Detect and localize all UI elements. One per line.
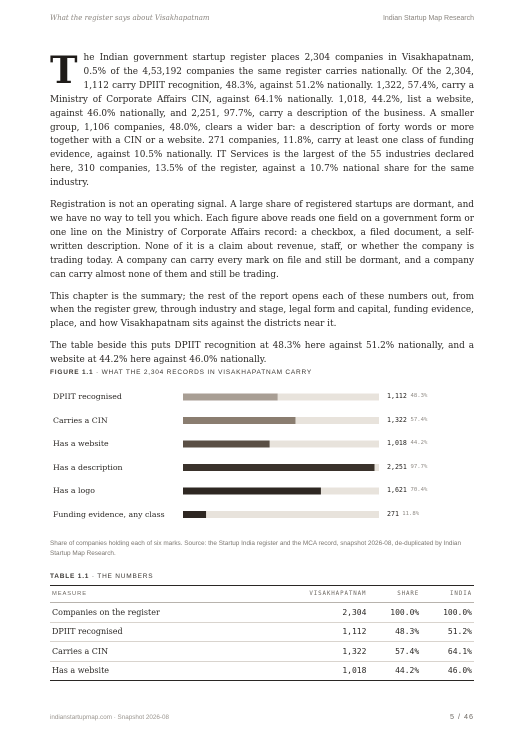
numbers-table (50, 585, 474, 681)
table-cell: 57.4% (368, 642, 421, 662)
table-cell: DPIIT recognised (50, 622, 270, 642)
bar-value-label: 1,322 (387, 415, 407, 424)
running-head-publication: Indian Startup Map Research (382, 15, 474, 22)
table-number: TABLE 1.1 (50, 573, 90, 580)
bar-value-label: 2,251 (387, 462, 407, 471)
table-cell: 1,322 (270, 642, 368, 662)
bar-value-label: 271 (387, 509, 399, 518)
paragraph-1-text: he Indian government startup register places 2,304 companies in Visakhapatnam, 0.5% of the 4,53,192 companies the same register carries nationally. Of the 2,304, 1,112 carry DPIIT recognition, 48.3%, against 51.2% nationally. 1,322, 57.4%, carry a Ministry of Corporate Affairs CIN, against 64.1% nationally. 1,018, 44.2%, list a website, against 46.0% nationally, and 2,251, 97.7%, carry a description of the business. A smaller group, 1,106 companies, 48.0%, clears a wider bar: a description of forty words or more together with a CIN or a website. 271 companies, 11.8%, carry at least one class of funding evidence, against 10.5% nationally. IT Services is the largest of the 55 industries declared here, 310 companies, 13.5% of the register, against a 10.7% national share for the same industry. (50, 53, 474, 189)
table-row (50, 642, 474, 662)
paragraph-1 (50, 48, 474, 191)
body-text (50, 48, 474, 376)
bar-value-label: 1,018 (387, 439, 407, 447)
page-current: 5 (450, 712, 455, 721)
page-footer (50, 712, 474, 721)
bar-value-label: 1,112 (387, 392, 407, 400)
table-row (50, 661, 474, 681)
table-cell: 48.3% (368, 622, 421, 642)
figure-title: WHAT THE 2,304 RECORDS IN VISAKHAPATNAM CARRY (101, 369, 313, 376)
bar-share-label: 57.4% (410, 416, 428, 423)
table-row (50, 603, 474, 623)
bar (183, 441, 270, 448)
bar-label: DPIIT recognised (53, 392, 122, 401)
column-header-visakhapatnam: VISAKHAPATNAM (270, 586, 368, 603)
table-row (50, 622, 474, 642)
figure-note: Share of companies holding each of six marks. Source: the Startup India register and the MCA record, snapshot 2026-08, de-duplicated by Indian Startup Map Research. (50, 540, 462, 557)
table-cell: Carries a CIN (50, 642, 270, 662)
table-cell: 64.1% (421, 642, 474, 662)
table-cell: 51.2% (421, 622, 474, 642)
table-header-row (50, 586, 474, 603)
footer-source: indianstartupmap.com · Snapshot 2026-08 (50, 714, 170, 721)
table-caption-heading: TABLE 1.1 · THE NUMBERS (50, 573, 154, 580)
table-cell: 100.0% (368, 603, 421, 623)
bar-share-label: 11.8% (402, 510, 420, 517)
table-cell: 44.2% (368, 661, 421, 681)
bar-label: Has a description (53, 462, 123, 472)
bar-share-label: 48.3% (410, 393, 428, 399)
running-head-chapter: What the register says about Visakhapatnam (50, 14, 210, 22)
bar-track (183, 511, 379, 518)
bar (183, 464, 374, 471)
bar-label: Has a website (53, 439, 109, 448)
figure-number: FIGURE 1.1 (50, 369, 94, 376)
running-head (50, 14, 474, 22)
paragraph-2: Registration is not an operating signal. A large share of registered startups are dormant, and we have no way to tell you which. Each figure above reads one field on a government form or one line on the Ministry of Corporate Affairs record: a checkbox, a filed document, a self-written description. None of it is a claim about revenue, staff, or whether the company is trading today. A company can carry every mark on file and still be dormant, and a company can carry almost none of them and still be trading. (50, 200, 474, 280)
bar (183, 511, 206, 518)
table-cell: 46.0% (421, 661, 474, 681)
column-header-measure: MEASURE (50, 586, 270, 603)
page-total: 46 (464, 712, 474, 721)
table-cell: Companies on the register (50, 603, 270, 623)
table-cell: Has a website (50, 661, 270, 681)
drop-cap: T (50, 48, 78, 92)
paragraph-3: This chapter is the summary; the rest of the report opens each of these numbers out, from when the register grew, through industry and stage, legal form and capital, funding evidence, place, and how Visakhapatnam sits against the districts near it. (50, 291, 474, 330)
page-separator: / (458, 712, 461, 721)
table-cell: 1,112 (270, 622, 368, 642)
bar-share-label: 97.7% (410, 463, 428, 470)
table-cell: 2,304 (270, 603, 368, 623)
bar (183, 417, 295, 424)
marks-bar-chart (50, 384, 474, 534)
column-header-share: SHARE (368, 586, 421, 603)
table-title: THE NUMBERS (97, 573, 154, 580)
bar-share-label: 70.4% (410, 487, 428, 493)
bar-label: Has a logo (53, 486, 95, 495)
page-number (450, 712, 474, 721)
bar (183, 394, 278, 401)
column-header-india: INDIA (421, 586, 474, 603)
table-cell: 100.0% (421, 603, 474, 623)
table-cell: 1,018 (270, 661, 368, 681)
bar-label: Carries a CIN (53, 415, 108, 425)
paragraph-4: The table beside this puts DPIIT recognition at 48.3% here against 51.2% nationally, and a website at 44.2% here against 46.0% nationally. (50, 341, 474, 366)
bar (183, 488, 321, 495)
bar-value-label: 1,621 (387, 486, 407, 494)
figure-caption-heading: FIGURE 1.1 · WHAT THE 2,304 RECORDS IN VISAKHAPATNAM CARRY (50, 369, 313, 376)
bar-label: Funding evidence, any class (53, 509, 165, 519)
bar-share-label: 44.2% (410, 440, 428, 446)
